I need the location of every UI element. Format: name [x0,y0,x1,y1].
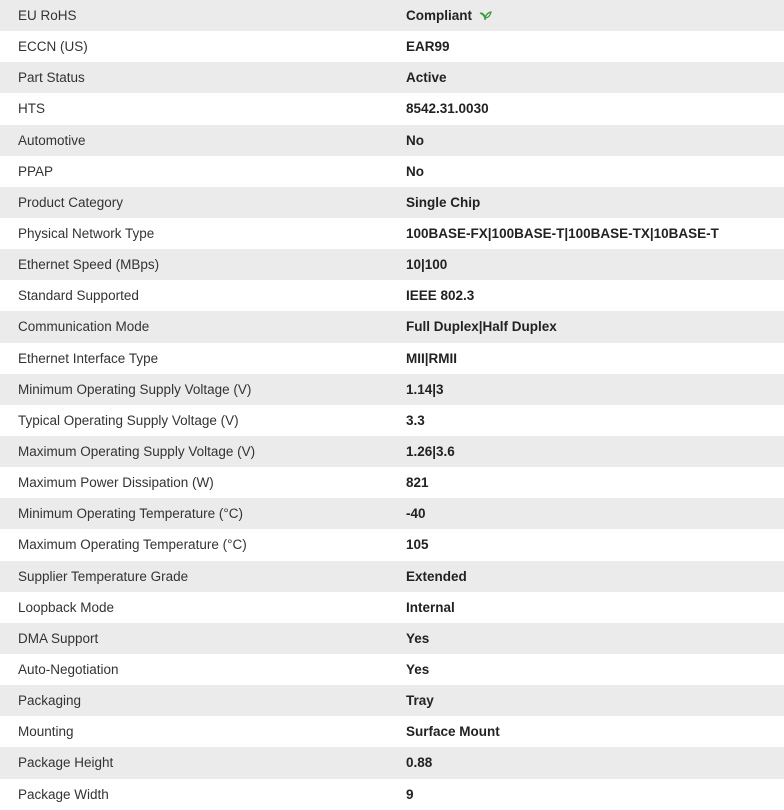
spec-row [0,93,784,124]
spec-value: IEEE 802.3 [406,288,475,304]
spec-row [0,747,784,778]
spec-row [0,561,784,592]
spec-value: 10|100 [406,257,448,273]
spec-label: Mounting [18,724,74,740]
spec-value: 1.26|3.6 [406,444,455,460]
spec-row [0,343,784,374]
spec-row [0,311,784,342]
spec-row [0,529,784,560]
spec-row [0,374,784,405]
spec-value: Active [406,70,447,86]
spec-value: 821 [406,475,429,491]
spec-value: No [406,163,424,179]
spec-row [0,125,784,156]
spec-row [0,249,784,280]
spec-value: Tray [406,693,434,709]
spec-label: Supplier Temperature Grade [18,568,189,584]
leaf-icon [478,9,492,21]
spec-row [0,467,784,498]
spec-label: Loopback Mode [18,599,115,615]
spec-value: MII|RMII [406,350,458,366]
spec-value: 100BASE-FX|100BASE-T|100BASE-TX|10BASE-T [406,226,719,242]
spec-value: 8542.31.0030 [406,101,489,117]
spec-label: Auto-Negotiation [18,662,119,678]
spec-value: 9 [406,786,414,802]
spec-label: Package Width [18,786,109,802]
spec-label: Typical Operating Supply Voltage (V) [18,412,239,428]
spec-label: Automotive [18,132,86,148]
spec-row [0,156,784,187]
spec-row [0,716,784,747]
spec-value: Yes [406,630,430,646]
spec-label: Minimum Operating Supply Voltage (V) [18,381,252,397]
spec-label: EU RoHS [18,8,77,24]
spec-value: Single Chip [406,194,481,210]
spec-row [0,405,784,436]
spec-value: 3.3 [406,412,425,428]
spec-value: 1.14|3 [406,381,444,397]
spec-label: Product Category [18,194,124,210]
spec-row [0,31,784,62]
spec-label: Ethernet Speed (MBps) [18,257,160,273]
spec-label: Maximum Power Dissipation (W) [18,475,214,491]
spec-label: Standard Supported [18,288,139,304]
spec-value: EAR99 [406,39,450,55]
spec-label: Maximum Operating Temperature (°C) [18,537,247,553]
spec-value: Internal [406,599,455,615]
spec-label: Ethernet Interface Type [18,350,159,366]
spec-row [0,218,784,249]
spec-value: 105 [406,537,429,553]
spec-row [0,623,784,654]
spec-label: Communication Mode [18,319,150,335]
spec-label: DMA Support [18,630,99,646]
spec-label: Packaging [18,693,82,709]
spec-label: PPAP [18,163,54,179]
spec-label: ECCN (US) [18,39,88,55]
spec-value: Extended [406,568,467,584]
spec-value: Surface Mount [406,724,500,740]
spec-label: Minimum Operating Temperature (°C) [18,506,243,522]
spec-label: Part Status [18,70,85,86]
spec-row [0,779,784,810]
spec-row [0,62,784,93]
spec-label: Maximum Operating Supply Voltage (V) [18,444,256,460]
spec-row [0,498,784,529]
spec-label: Package Height [18,755,114,771]
spec-row [0,280,784,311]
spec-value: 0.88 [406,755,433,771]
spec-value: Full Duplex|Half Duplex [406,319,557,335]
spec-value: Yes [406,662,430,678]
spec-row [0,685,784,716]
spec-row [0,436,784,467]
spec-row [0,0,784,31]
spec-label: Physical Network Type [18,226,155,242]
spec-label: HTS [18,101,45,117]
spec-value: -40 [406,506,426,522]
spec-value: No [406,132,424,148]
spec-row [0,187,784,218]
spec-value-cell [406,0,784,31]
spec-row [0,654,784,685]
spec-value: Compliant [406,8,472,24]
spec-row [0,592,784,623]
